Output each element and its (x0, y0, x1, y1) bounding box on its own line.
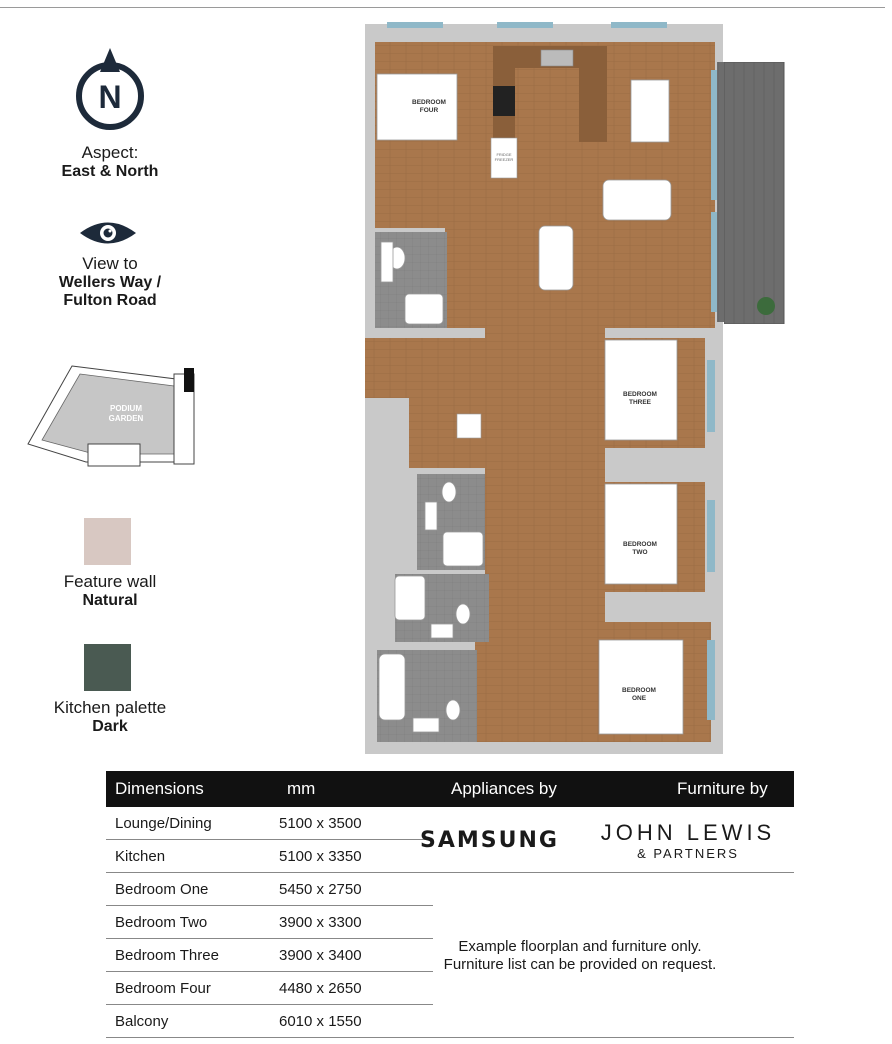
john-lewis-line1: JOHN LEWIS (600, 820, 776, 845)
row-mm: 5100 x 3500 (261, 807, 433, 840)
row-mm: 6010 x 1550 (261, 1005, 433, 1038)
header-appliances: Appliances by (433, 771, 637, 807)
bedroom-two-label-2: TWO (632, 549, 648, 556)
aspect-block (40, 143, 180, 181)
kitchen-palette-swatch (84, 644, 131, 691)
feature-wall-label: Feature wall (63, 572, 157, 591)
keyplan-label-line2: GARDEN (108, 414, 144, 423)
view-value-line1: Wellers Way / (58, 274, 162, 291)
aspect-label: Aspect: (81, 143, 139, 162)
balcony-area (724, 62, 786, 324)
bedroom-three-label-1: BEDROOM (623, 391, 657, 398)
note-line1: Example floorplan and furniture only. (458, 938, 702, 955)
view-value-line2: Fulton Road (63, 292, 157, 309)
row-name: Lounge/Dining (106, 807, 261, 840)
table-row (106, 906, 794, 939)
row-name: Bedroom Four (106, 972, 261, 1005)
dimensions-table (106, 771, 794, 1038)
compass-letter: N (98, 79, 122, 115)
table-row (106, 1005, 794, 1038)
row-mm: 3900 x 3300 (261, 906, 433, 939)
john-lewis-line2: & PARTNERS (637, 846, 739, 861)
row-name: Bedroom Two (106, 906, 261, 939)
row-mm: 5450 x 2750 (261, 873, 433, 906)
bedroom-three-label-2: THREE (628, 399, 652, 406)
row-mm: 3900 x 3400 (261, 939, 433, 972)
fridge-label-1: FRIDGE (496, 152, 512, 157)
row-name: Balcony (106, 1005, 261, 1038)
table-row (106, 972, 794, 1005)
row-name: Bedroom One (106, 873, 261, 906)
bedroom-one-label-2: ONE (631, 695, 647, 702)
floor-plan (365, 22, 725, 755)
top-rule (0, 7, 885, 8)
john-lewis-logo (600, 820, 776, 862)
kitchen-palette-block (30, 698, 190, 736)
header-furniture: Furniture by (637, 771, 794, 807)
view-label: View to (82, 254, 138, 273)
header-dimensions: Dimensions (106, 771, 261, 807)
table-header-row (106, 771, 794, 807)
plant-icon (757, 297, 775, 315)
feature-wall-value: Natural (82, 592, 138, 609)
compass-icon (72, 44, 148, 134)
fridge-label-2: FREEZER (494, 157, 514, 162)
row-name: Bedroom Three (106, 939, 261, 972)
bedroom-one-label-1: BEDROOM (622, 687, 656, 694)
view-block (40, 254, 180, 310)
kitchen-palette-value: Dark (92, 718, 128, 735)
header-mm: mm (261, 771, 433, 807)
feature-wall-block (40, 572, 180, 610)
eye-icon (78, 218, 138, 248)
note-line2: Furniture list can be provided on request. (443, 956, 717, 973)
key-plan (24, 364, 198, 468)
furniture-note (420, 938, 740, 974)
bedroom-four-label-2: FOUR (419, 107, 439, 114)
row-mm: 5100 x 3350 (261, 840, 433, 873)
aspect-value: East & North (61, 163, 159, 180)
feature-wall-swatch (84, 518, 131, 565)
samsung-logo: SAMSUNG (420, 828, 559, 853)
keyplan-label-line1: PODIUM (110, 404, 142, 413)
bedroom-four-label-1: BEDROOM (412, 99, 446, 106)
bedroom-two-label-1: BEDROOM (623, 541, 657, 548)
kitchen-palette-label: Kitchen palette (53, 698, 167, 717)
row-mm: 4480 x 2650 (261, 972, 433, 1005)
table-row (106, 873, 794, 906)
row-name: Kitchen (106, 840, 261, 873)
